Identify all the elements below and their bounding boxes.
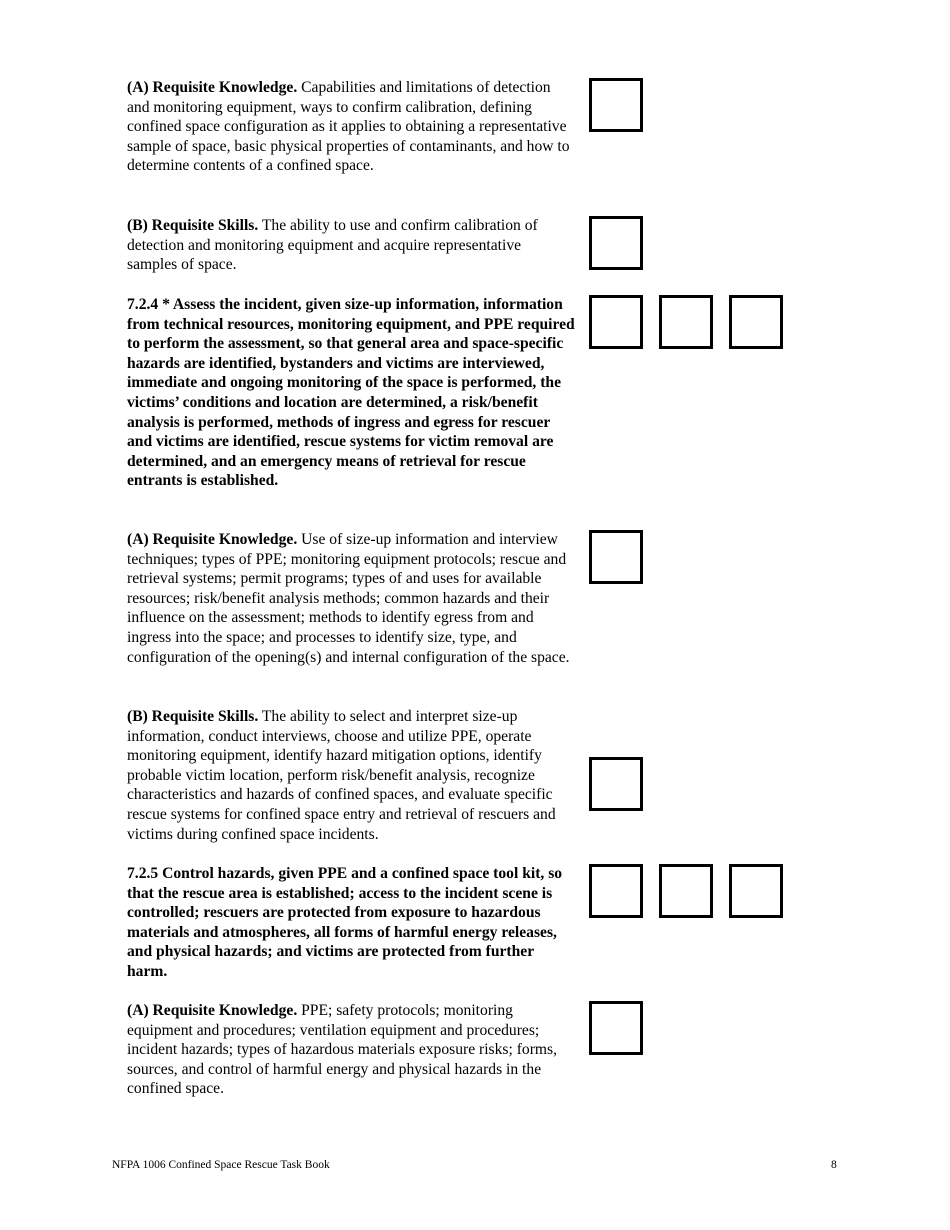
paragraph-lead: (B) Requisite Skills. (127, 217, 259, 234)
paragraph-text: Use of size-up information and interview techniques; types of PPE; monitoring equipment protocols; rescue and retrieval systems; permit programs; types of and uses for available resources; risk/benefit analysis methods; common hazards and their influence on the assessment; methods to identify egress from and ingress into the space; and processes to identify size, type, and configuration of the opening(s) and internal configuration of the space. (127, 531, 570, 666)
signoff-checkbox[interactable] (589, 530, 643, 584)
paragraph-text: 7.2.4 * Assess the incident, given size-up information, information from technical resources, monitoring equipment, and PPE required to perform the assessment, so that general area and space-specific hazards are identified, bystanders and victims are interviewed, immediate and ongoing monitoring of the space is performed, the victims’ conditions and location are determined, a risk/benefit analysis is performed, methods of ingress and egress for rescuer and victims are identified, rescue systems for victim removal are determined, and an emergency means of retrieval for rescue entrants is established. (127, 296, 575, 490)
signoff-checkbox[interactable] (589, 757, 643, 811)
signoff-checkbox[interactable] (659, 864, 713, 918)
paragraph-lead: (B) Requisite Skills. (127, 708, 259, 725)
signoff-checkbox[interactable] (589, 864, 643, 918)
signoff-checkbox[interactable] (659, 295, 713, 349)
requisite-knowledge-paragraph (127, 530, 575, 667)
signoff-checkbox[interactable] (589, 295, 643, 349)
paragraph-text: 7.2.5 Control hazards, given PPE and a confined space tool kit, so that the rescue area is established; access to the incident scene is controlled; rescuers are protected from exposure to hazardous materials and atmospheres, all forms of harmful energy releases, and physical hazards; and victims are protected from further harm. (127, 865, 563, 980)
requisite-knowledge-paragraph (127, 78, 575, 176)
page-number: 8 (831, 1159, 837, 1171)
paragraph-text: The ability to use and confirm calibration of detection and monitoring equipment and acquire representative samples of space. (127, 217, 538, 274)
signoff-checkbox[interactable] (589, 78, 643, 132)
task-7-2-5-paragraph (127, 864, 575, 982)
signoff-checkbox[interactable] (729, 295, 783, 349)
footer-title: NFPA 1006 Confined Space Rescue Task Book (112, 1159, 330, 1171)
requisite-knowledge-paragraph (127, 1001, 575, 1099)
paragraph-text: Capabilities and limitations of detection and monitoring equipment, ways to confirm calibration, defining confined space configuration as it applies to obtaining a representative sample of space, basic physical properties of contaminants, and how to determine contents of a confined space. (127, 79, 570, 175)
signoff-checkbox[interactable] (729, 864, 783, 918)
requisite-skills-paragraph (127, 216, 575, 275)
paragraph-lead: (A) Requisite Knowledge. (127, 79, 298, 96)
paragraph-text: PPE; safety protocols; monitoring equipment and procedures; ventilation equipment and procedures; incident hazards; types of hazardous materials exposure risks; forms, sources, and control of harmful energy and physical hazards in the confined space. (127, 1002, 558, 1098)
signoff-checkbox[interactable] (589, 1001, 643, 1055)
signoff-checkbox[interactable] (589, 216, 643, 270)
requisite-skills-paragraph (127, 707, 575, 844)
paragraph-text: The ability to select and interpret size-up information, conduct interviews, choose and utilize PPE, operate monitoring equipment, identify hazard mitigation options, identify probable victim location, perform risk/benefit analysis, recognize characteristics and hazards of confined spaces, and evaluate specific rescue systems for confined space entry and retrieval of rescuers and victims during confined space incidents. (127, 708, 556, 843)
paragraph-lead: (A) Requisite Knowledge. (127, 1002, 298, 1019)
paragraph-lead: (A) Requisite Knowledge. (127, 531, 298, 548)
task-7-2-4-paragraph (127, 295, 575, 491)
